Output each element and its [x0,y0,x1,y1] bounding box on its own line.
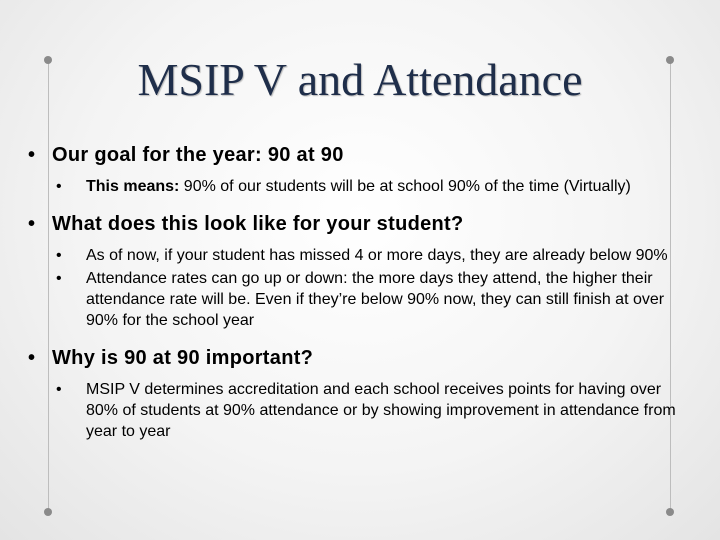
bullet-icon: • [28,144,36,166]
item-lead: This means: [86,178,180,195]
bullet-icon: • [28,347,36,369]
slide-content [28,142,688,456]
heading-text: Our goal for the year: 90 at 90 [52,144,344,166]
list-item [28,245,688,266]
section-goal [28,142,688,197]
frame-dot-bottom-right [666,508,674,516]
list-item [28,268,688,331]
list-item [28,176,688,197]
slide-title: MSIP V and Attendance [137,54,583,105]
heading-text: Why is 90 at 90 important? [52,347,314,369]
item-text: 90% of our students will be at school 90% of the time (Virtually) [179,178,631,195]
list-item [28,379,688,442]
section-importance [28,345,688,442]
section-heading [28,142,688,168]
bullet-icon: • [28,213,36,235]
bullet-icon: • [56,178,62,195]
section-student [28,211,688,331]
bullet-icon: • [56,247,62,264]
bullet-icon: • [56,270,62,287]
item-text: MSIP V determines accreditation and each school receives points for having over 80% of students at 90% attendance or by showing improvement in attendance from year to year [86,381,676,440]
section-heading [28,345,688,371]
item-text: Attendance rates can go up or down: the more days they attend, the higher their attendance rate will be. Even if they’re below 90% now, they can still finish at over 90% for the school year [86,270,665,329]
heading-text: What does this look like for your student? [52,213,464,235]
item-text: As of now, if your student has missed 4 or more days, they are already below 90% [86,247,668,264]
bullet-icon: • [56,381,62,398]
section-heading [28,211,688,237]
frame-dot-bottom-left [44,508,52,516]
